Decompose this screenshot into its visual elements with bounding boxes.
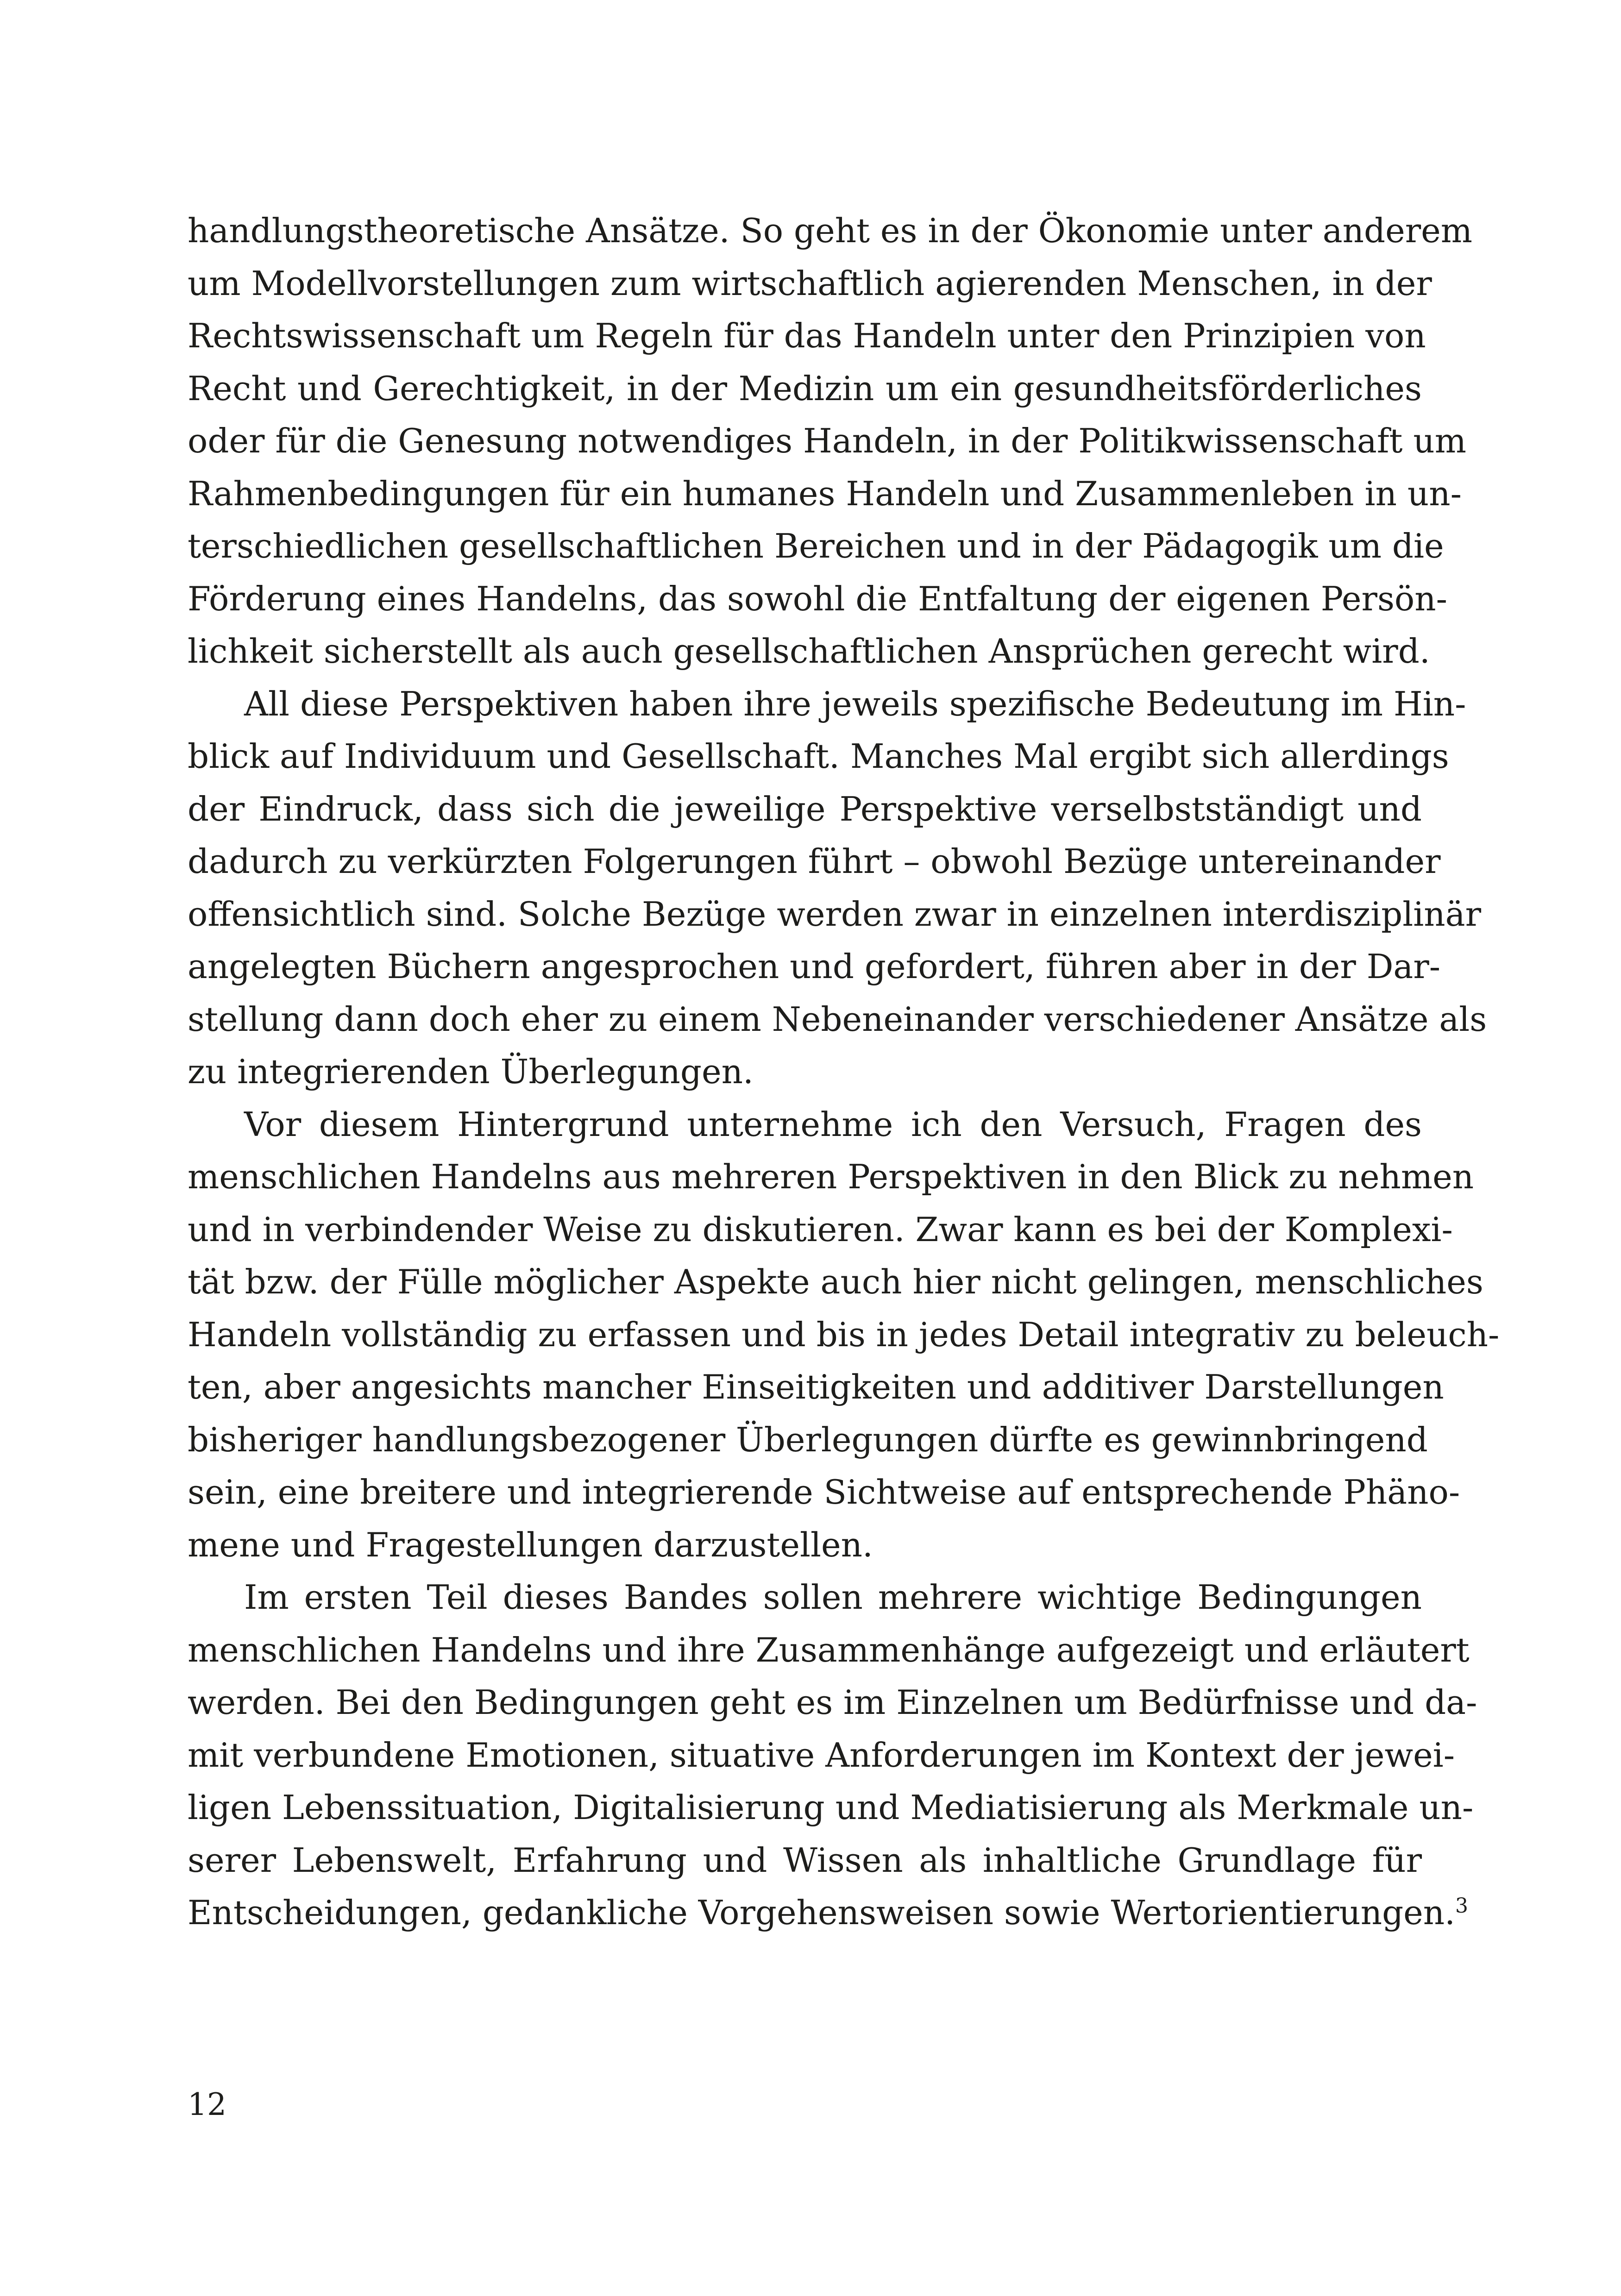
paragraph-3 [188,1098,1500,1572]
text-line: offensichtlich sind. Solche Bezüge werden zwar in einzelnen interdisziplinär [188,894,1481,934]
text-line: mene und Fragestellungen darzustellen. [188,1525,873,1564]
paragraph-4 [188,1571,1477,1939]
text-line: zu integrierenden Überlegungen. [188,1052,754,1091]
body-text [188,205,1500,1939]
text-line: Rahmenbedingungen für ein humanes Handeln und Zusammenleben in un- [188,474,1462,513]
text-line: stellung dann doch eher zu einem Nebeneinander verschiedener Ansätze als [188,999,1487,1039]
text-line: Förderung eines Handelns, das sowohl die Entfaltung der eigenen Persön- [188,579,1447,618]
text-line: und in verbindender Weise zu diskutieren. Zwar kann es bei der Komplexi- [188,1210,1453,1249]
page-number: 12 [188,2087,226,2122]
text-line: Recht und Gerechtigkeit, in der Medizin um ein gesundheitsförderliches [188,369,1422,408]
text-line: blick auf Individuum und Gesellschaft. Manches Mal ergibt sich allerdings [188,737,1449,776]
text-line: Rechtswissenschaft um Regeln für das Handeln unter den Prinzipien von [188,316,1426,355]
text-line: sein, eine breitere und integrierende Sichtweise auf entsprechende Phäno- [188,1473,1460,1512]
text-line: bisheriger handlungsbezogener Überlegungen dürfte es gewinnbringend [188,1420,1428,1459]
text-line: der Eindruck, dass sich die jeweilige Perspektive verselbstständigt und [188,789,1422,828]
text-line: menschlichen Handelns aus mehreren Perspektiven in den Blick zu nehmen [188,1157,1474,1196]
text-line: dadurch zu verkürzten Folgerungen führt – obwohl Bezüge untereinander [188,842,1441,881]
text-line: werden. Bei den Bedingungen geht es im Einzelnen um Bedürfnisse und da- [188,1683,1477,1722]
paragraph-1 [188,205,1473,678]
text-line: tät bzw. der Fülle möglicher Aspekte auch hier nicht gelingen, menschliches [188,1262,1483,1301]
text-line: lichkeit sicherstellt als auch gesellschaftlichen Ansprüchen gerecht wird. [188,632,1430,671]
text-line: ten, aber angesichts mancher Einseitigkeiten und additiver Darstellungen [188,1368,1444,1406]
paragraph-2 [188,678,1487,1098]
text-line-last [188,1887,1469,1939]
text-line: Handeln vollständig zu erfassen und bis in jedes Detail integrativ zu beleuch- [188,1315,1500,1354]
text-line: menschlichen Handelns und ihre Zusammenhänge aufgezeigt und erläutert [188,1630,1470,1669]
text-line: serer Lebenswelt, Erfahrung und Wissen als inhaltliche Grundlage für [188,1840,1422,1880]
text-line: um Modellvorstellungen zum wirtschaftlich agierenden Menschen, in der [188,263,1432,303]
text-line: oder für die Genesung notwendiges Handeln, in der Politikwissenschaft um [188,421,1466,460]
text-line: terschiedlichen gesellschaftlichen Bereichen und in der Pädagogik um die [188,527,1444,565]
text-line: All diese Perspektiven haben ihre jeweils spezifische Bedeutung im Hin- [244,684,1466,723]
text-line: mit verbundene Emotionen, situative Anforderungen im Kontext der jewei- [188,1735,1455,1775]
text-line-content: Entscheidungen, gedankliche Vorgehensweisen sowie Wertorientierungen. [188,1893,1456,1932]
text-line: ligen Lebenssituation, Digitalisierung und Mediatisierung als Merkmale un- [188,1788,1474,1827]
text-line: Im ersten Teil dieses Bandes sollen mehrere wichtige Bedingungen [244,1578,1422,1617]
text-line: Vor diesem Hintergrund unternehme ich den Versuch, Fragen des [244,1104,1422,1144]
text-line: handlungstheoretische Ansätze. So geht es in der Ökonomie unter anderem [188,211,1473,250]
footnote-marker[interactable]: 3 [1455,1894,1469,1918]
text-line: angelegten Büchern angesprochen und gefordert, führen aber in der Dar- [188,947,1441,986]
